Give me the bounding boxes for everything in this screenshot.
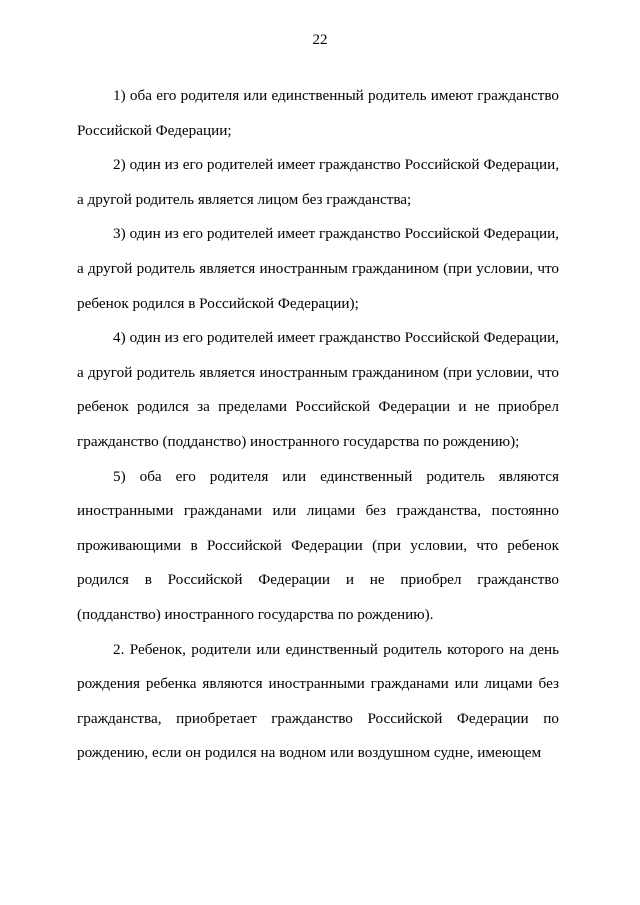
page-number: 22	[312, 32, 328, 48]
list-item-1: 1) оба его родителя или единственный родитель имеют гражданство Российской Федерации;	[77, 87, 559, 139]
document-body	[77, 79, 559, 771]
clause-2-paragraph: 2. Ребенок, родители или единственный родитель которого на день рождения ребенка являются иностранными гражданами или лицами без гражданства, приобретает гражданство Российской Федерации по рождению, если он родился на водном или воздушном судне, имеющем	[77, 640, 559, 762]
list-item-5: 5) оба его родителя или единственный родитель являются иностранными гражданами или лицами без гражданства, постоянно проживающими в Российской Федерации (при условии, что ребенок родился в Российской Федерации и не приобрел гражданство (подданство) иностранного государства по рождению).	[77, 467, 559, 623]
list-item-4: 4) один из его родителей имеет гражданство Российской Федерации, а другой родитель является иностранным гражданином (при условии, что ребенок родился за пределами Российской Федерации и не приобрел гражданство (подданство) иностранного государства по рождению);	[77, 329, 559, 450]
list-item-3: 3) один из его родителей имеет гражданство Российской Федерации, а другой родитель является иностранным гражданином (при условии, что ребенок родился в Российской Федерации);	[77, 225, 559, 312]
list-item-2: 2) один из его родителей имеет гражданство Российской Федерации, а другой родитель является лицом без гражданства;	[77, 156, 559, 208]
